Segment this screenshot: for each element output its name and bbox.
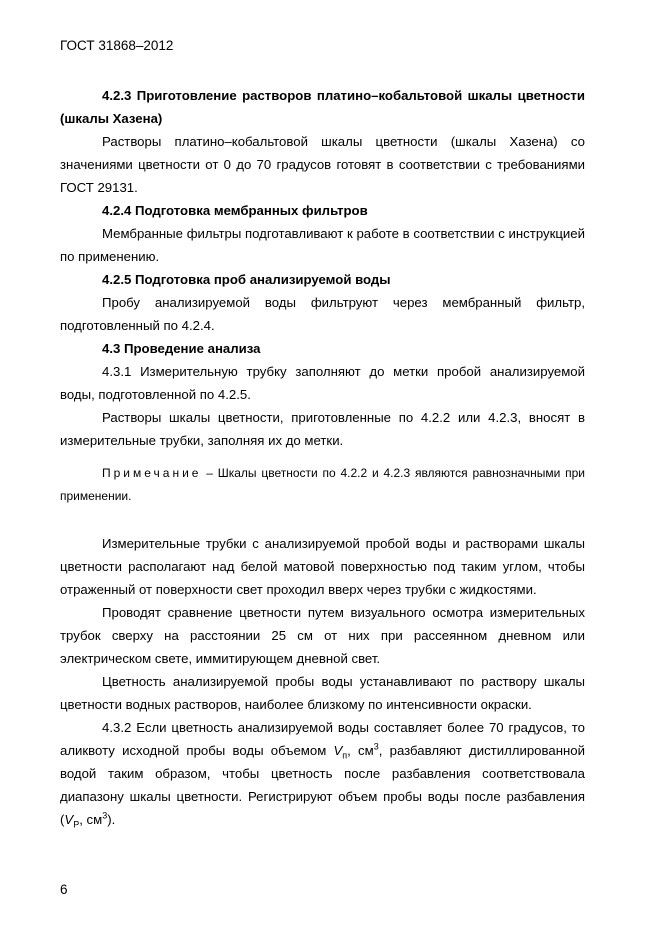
document-body [60,84,585,831]
paragraph-compare: Проводят сравнение цветности путем визуального осмотра измерительных трубок сверху на расстоянии 25 см от них при рассеянном дневном или электрическом свете, иммитирующем дневной свет. [60,605,585,666]
section-4-2-4-text: Мембранные фильтры подготавливают к работе в соответствии с инструкцией по применению. [60,226,585,264]
unit-superscript-2: 3 [102,810,108,821]
note-text: – Шкалы цветности по 4.2.2 и 4.2.3 являются равнозначными при применении. [60,466,585,503]
volume-subscript-p: п [342,750,348,761]
section-4-2-4-title: 4.2.4 Подготовка мембранных фильтров [102,203,368,218]
s432-part4: , см [79,812,103,827]
s432-part3: , разбавляют дистиллированной водой таким образом, чтобы цветность после разбавления соответствовала диапазону шкалы цветности. Регистрируют объем пробы воды после разбавления ( [60,743,585,827]
section-4-2-5-title: 4.2.5 Подготовка проб анализируемой воды [102,272,391,287]
section-4-2-3-title: 4.2.3 Приготовление растворов платино–кобальтовой шкалы цветности (шкалы Хазена) [60,88,585,126]
section-4-3-1-text: 4.3.1 Измерительную трубку заполняют до метки пробой анализируемой воды, подготовленной по 4.2.5. [60,364,585,402]
s432-part5: ). [107,812,116,827]
paragraph-tubes: Измерительные трубки с анализируемой пробой воды и растворами шкалы цветности располагают над белой матовой поверхностью под таким углом, чтобы отраженный от поверхности свет проходил вверх через трубки с жидкостями. [60,536,585,597]
page-number: 6 [60,882,68,897]
section-4-3-title: 4.3 Проведение анализа [102,341,261,356]
section-4-2-5-text: Пробу анализируемой воды фильтруют через мембранный фильтр, подготовленный по 4.2.4. [60,295,585,333]
note [60,462,585,508]
volume-subscript-r: Р [73,819,80,830]
volume-symbol-vr: V [64,812,74,827]
paragraph-color: Цветность анализируемой пробы воды устанавливают по раствору шкалы цветности водных растворов, наиболее близкому по интенсивности окраски. [60,674,585,712]
document-code: ГОСТ 31868–2012 [60,38,174,53]
s432-part1: 4.3.2 Если цветность анализируемой воды составляет более 70 градусов, то аликвоту исходной пробы воды объемом [60,720,585,758]
note-label: Примечание [102,466,202,480]
section-4-3-1-text-2: Растворы шкалы цветности, приготовленные по 4.2.2 или 4.2.3, вносят в измерительные трубки, заполняя их до метки. [60,410,585,448]
section-4-3-2-text [60,716,585,831]
volume-symbol-vp: V [333,743,343,758]
spacer [60,508,585,532]
unit-superscript: 3 [373,741,379,752]
s432-part2: , см [347,743,374,758]
section-4-2-3-text: Растворы платино–кобальтовой шкалы цветности (шкалы Хазена) со значениями цветности от 0 до 70 градусов готовят в соответствии с требованиями ГОСТ 29131. [60,134,585,195]
